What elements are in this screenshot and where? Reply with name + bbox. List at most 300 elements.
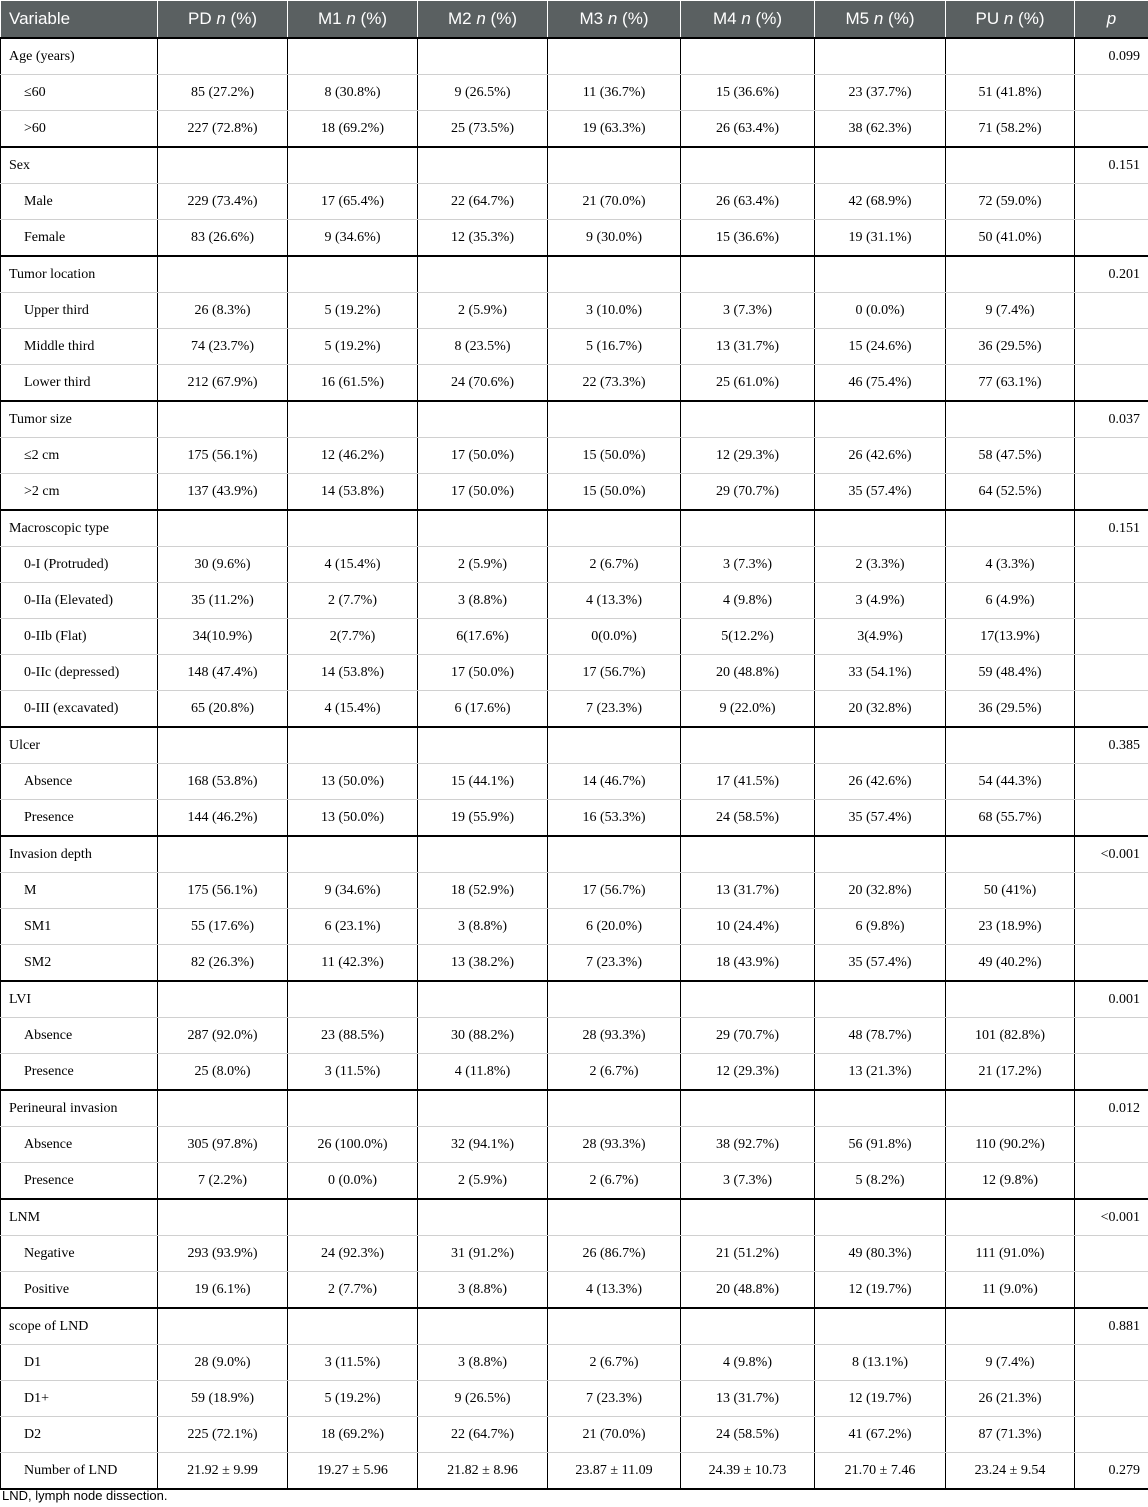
value-cell: [946, 401, 1075, 438]
value-cell: 2 (6.7%): [548, 547, 681, 583]
value-cell: 4 (3.3%): [946, 547, 1075, 583]
value-cell: 50 (41%): [946, 873, 1075, 909]
value-cell: 30 (88.2%): [418, 1018, 548, 1054]
value-cell: 34(10.9%): [158, 619, 288, 655]
row-label: Invasion depth: [1, 836, 158, 873]
value-cell: 5 (19.2%): [288, 293, 418, 329]
row-label: >2 cm: [1, 474, 158, 511]
header-variable: Variable: [1, 1, 158, 39]
value-cell: [681, 836, 815, 873]
group-row: [1, 38, 1148, 75]
table-row: [1, 583, 1148, 619]
group-row: [1, 836, 1148, 873]
row-label: Absence: [1, 1127, 158, 1163]
value-cell: 137 (43.9%): [158, 474, 288, 511]
table-row: [1, 691, 1148, 728]
value-cell: 24 (58.5%): [681, 1417, 815, 1453]
value-cell: 33 (54.1%): [815, 655, 946, 691]
value-cell: 68 (55.7%): [946, 800, 1075, 837]
row-label: D1: [1, 1345, 158, 1381]
row-label: D2: [1, 1417, 158, 1453]
table-row: [1, 220, 1148, 257]
value-cell: 49 (40.2%): [946, 945, 1075, 982]
row-label: ≤60: [1, 75, 158, 111]
value-cell: 9 (26.5%): [418, 75, 548, 111]
table-row: [1, 1018, 1148, 1054]
value-cell: 26 (21.3%): [946, 1381, 1075, 1417]
value-cell: [946, 38, 1075, 75]
value-cell: 24 (92.3%): [288, 1236, 418, 1272]
table-row: [1, 365, 1148, 402]
value-cell: 7 (2.2%): [158, 1163, 288, 1200]
value-cell: 29 (70.7%): [681, 1018, 815, 1054]
value-cell: 18 (69.2%): [288, 111, 418, 148]
p-value-cell: [1075, 1054, 1148, 1091]
value-cell: 35 (57.4%): [815, 474, 946, 511]
value-cell: 0 (0.0%): [288, 1163, 418, 1200]
row-label: Tumor size: [1, 401, 158, 438]
row-label: LVI: [1, 981, 158, 1018]
table-row: [1, 1345, 1148, 1381]
value-cell: 15 (50.0%): [548, 474, 681, 511]
value-cell: [158, 836, 288, 873]
value-cell: 19 (55.9%): [418, 800, 548, 837]
value-cell: [815, 256, 946, 293]
value-cell: 212 (67.9%): [158, 365, 288, 402]
p-value-cell: [1075, 945, 1148, 982]
value-cell: 13 (31.7%): [681, 329, 815, 365]
footnote: LND, lymph node dissection.: [2, 1488, 168, 1503]
value-cell: 82 (26.3%): [158, 945, 288, 982]
value-cell: 12 (29.3%): [681, 1054, 815, 1091]
value-cell: 12 (19.7%): [815, 1272, 946, 1309]
value-cell: 3 (4.9%): [815, 583, 946, 619]
value-cell: [418, 256, 548, 293]
value-cell: 227 (72.8%): [158, 111, 288, 148]
value-cell: 36 (29.5%): [946, 329, 1075, 365]
group-row: [1, 147, 1148, 184]
value-cell: 8 (30.8%): [288, 75, 418, 111]
value-cell: 12 (9.8%): [946, 1163, 1075, 1200]
value-cell: 19.27 ± 5.96: [288, 1453, 418, 1490]
value-cell: [288, 1090, 418, 1127]
value-cell: 5 (8.2%): [815, 1163, 946, 1200]
row-label: Macroscopic type: [1, 510, 158, 547]
p-value-cell: [1075, 1127, 1148, 1163]
value-cell: 3 (8.8%): [418, 583, 548, 619]
value-cell: 6 (9.8%): [815, 909, 946, 945]
value-cell: [288, 1199, 418, 1236]
value-cell: 225 (72.1%): [158, 1417, 288, 1453]
value-cell: 2 (6.7%): [548, 1163, 681, 1200]
value-cell: [815, 147, 946, 184]
value-cell: 25 (61.0%): [681, 365, 815, 402]
value-cell: [681, 1308, 815, 1345]
value-cell: 4 (11.8%): [418, 1054, 548, 1091]
row-label: Male: [1, 184, 158, 220]
value-cell: 64 (52.5%): [946, 474, 1075, 511]
value-cell: 11 (36.7%): [548, 75, 681, 111]
p-value-cell: 0.099: [1075, 38, 1148, 75]
header-group: [815, 1, 946, 39]
row-label: 0-IIb (Flat): [1, 619, 158, 655]
value-cell: [548, 727, 681, 764]
value-cell: 2 (6.7%): [548, 1345, 681, 1381]
value-cell: [815, 1199, 946, 1236]
row-label: Negative: [1, 1236, 158, 1272]
value-cell: 59 (48.4%): [946, 655, 1075, 691]
value-cell: 74 (23.7%): [158, 329, 288, 365]
row-label: Middle third: [1, 329, 158, 365]
value-cell: [815, 1308, 946, 1345]
value-cell: 23 (37.7%): [815, 75, 946, 111]
value-cell: 35 (57.4%): [815, 945, 946, 982]
n-symbol: n: [741, 9, 751, 28]
value-cell: 2 (7.7%): [288, 583, 418, 619]
value-cell: [548, 401, 681, 438]
value-cell: [418, 1199, 548, 1236]
row-label: ≤2 cm: [1, 438, 158, 474]
value-cell: [418, 981, 548, 1018]
value-cell: 23.87 ± 11.09: [548, 1453, 681, 1490]
value-cell: 26 (86.7%): [548, 1236, 681, 1272]
value-cell: [158, 1090, 288, 1127]
value-cell: 32 (94.1%): [418, 1127, 548, 1163]
value-cell: 17 (50.0%): [418, 474, 548, 511]
value-cell: 18 (52.9%): [418, 873, 548, 909]
value-cell: 20 (48.8%): [681, 655, 815, 691]
value-cell: [681, 147, 815, 184]
p-value-cell: <0.001: [1075, 1199, 1148, 1236]
table-row: [1, 1381, 1148, 1417]
value-cell: [681, 981, 815, 1018]
table-row: [1, 655, 1148, 691]
value-cell: 13 (31.7%): [681, 873, 815, 909]
group-name: M2: [447, 9, 472, 28]
value-cell: 17 (65.4%): [288, 184, 418, 220]
value-cell: [418, 38, 548, 75]
value-cell: 16 (61.5%): [288, 365, 418, 402]
value-cell: 2 (5.9%): [418, 547, 548, 583]
value-cell: 14 (53.8%): [288, 474, 418, 511]
row-label: Upper third: [1, 293, 158, 329]
value-cell: [548, 147, 681, 184]
value-cell: [158, 510, 288, 547]
value-cell: 13 (31.7%): [681, 1381, 815, 1417]
header-group: [681, 1, 815, 39]
value-cell: 87 (71.3%): [946, 1417, 1075, 1453]
value-cell: 12 (46.2%): [288, 438, 418, 474]
value-cell: 20 (48.8%): [681, 1272, 815, 1309]
row-label: 0-IIa (Elevated): [1, 583, 158, 619]
pct-symbol: (%): [490, 9, 517, 28]
value-cell: 13 (38.2%): [418, 945, 548, 982]
value-cell: [288, 836, 418, 873]
value-cell: [681, 401, 815, 438]
value-cell: [946, 1199, 1075, 1236]
table-row: [1, 329, 1148, 365]
table-row: [1, 184, 1148, 220]
value-cell: 4 (9.8%): [681, 1345, 815, 1381]
p-value-cell: <0.001: [1075, 836, 1148, 873]
value-cell: 11 (42.3%): [288, 945, 418, 982]
value-cell: [418, 1090, 548, 1127]
value-cell: 168 (53.8%): [158, 764, 288, 800]
value-cell: [288, 38, 418, 75]
value-cell: 23 (18.9%): [946, 909, 1075, 945]
value-cell: 148 (47.4%): [158, 655, 288, 691]
value-cell: [548, 510, 681, 547]
table-row: [1, 945, 1148, 982]
value-cell: [418, 727, 548, 764]
p-value-cell: [1075, 1018, 1148, 1054]
value-cell: 20 (32.8%): [815, 873, 946, 909]
group-row: [1, 727, 1148, 764]
value-cell: 17 (56.7%): [548, 873, 681, 909]
value-cell: 77 (63.1%): [946, 365, 1075, 402]
group-row: [1, 510, 1148, 547]
value-cell: 24 (58.5%): [681, 800, 815, 837]
table-row: [1, 1054, 1148, 1091]
value-cell: [815, 401, 946, 438]
p-value-cell: [1075, 365, 1148, 402]
value-cell: 26 (100.0%): [288, 1127, 418, 1163]
value-cell: 2 (5.9%): [418, 1163, 548, 1200]
value-cell: 22 (64.7%): [418, 1417, 548, 1453]
value-cell: [288, 401, 418, 438]
value-cell: 30 (9.6%): [158, 547, 288, 583]
table-row: [1, 547, 1148, 583]
row-label: Absence: [1, 764, 158, 800]
value-cell: 13 (50.0%): [288, 764, 418, 800]
value-cell: 4 (13.3%): [548, 1272, 681, 1309]
value-cell: 3 (7.3%): [681, 1163, 815, 1200]
value-cell: 101 (82.8%): [946, 1018, 1075, 1054]
value-cell: 13 (21.3%): [815, 1054, 946, 1091]
row-label: 0-I (Protruded): [1, 547, 158, 583]
value-cell: 6(17.6%): [418, 619, 548, 655]
row-label: Ulcer: [1, 727, 158, 764]
value-cell: 12 (35.3%): [418, 220, 548, 257]
p-value-cell: 0.001: [1075, 981, 1148, 1018]
row-label: M: [1, 873, 158, 909]
pct-symbol: (%): [360, 9, 387, 28]
row-label: Positive: [1, 1272, 158, 1309]
value-cell: 9 (7.4%): [946, 1345, 1075, 1381]
group-name: M4: [712, 9, 737, 28]
value-cell: 38 (92.7%): [681, 1127, 815, 1163]
value-cell: [681, 38, 815, 75]
value-cell: 2 (7.7%): [288, 1272, 418, 1309]
value-cell: 3(4.9%): [815, 619, 946, 655]
value-cell: [548, 1090, 681, 1127]
row-label: Age (years): [1, 38, 158, 75]
value-cell: 14 (46.7%): [548, 764, 681, 800]
p-value-cell: [1075, 293, 1148, 329]
value-cell: 14 (53.8%): [288, 655, 418, 691]
value-cell: 46 (75.4%): [815, 365, 946, 402]
value-cell: [946, 510, 1075, 547]
value-cell: 36 (29.5%): [946, 691, 1075, 728]
p-value-cell: [1075, 873, 1148, 909]
value-cell: 55 (17.6%): [158, 909, 288, 945]
value-cell: [158, 1199, 288, 1236]
p-value-cell: [1075, 329, 1148, 365]
table-row: [1, 1127, 1148, 1163]
value-cell: 65 (20.8%): [158, 691, 288, 728]
p-value-cell: [1075, 691, 1148, 728]
table-row: [1, 909, 1148, 945]
value-cell: 41 (67.2%): [815, 1417, 946, 1453]
value-cell: 13 (50.0%): [288, 800, 418, 837]
value-cell: 26 (42.6%): [815, 438, 946, 474]
value-cell: 2 (5.9%): [418, 293, 548, 329]
value-cell: [681, 510, 815, 547]
table-row: [1, 764, 1148, 800]
value-cell: [158, 981, 288, 1018]
row-label: Lower third: [1, 365, 158, 402]
p-value-cell: [1075, 909, 1148, 945]
value-cell: 26 (42.6%): [815, 764, 946, 800]
p-value-cell: 0.881: [1075, 1308, 1148, 1345]
value-cell: [946, 836, 1075, 873]
p-value-cell: [1075, 75, 1148, 111]
pct-symbol: (%): [1018, 9, 1045, 28]
value-cell: 26 (8.3%): [158, 293, 288, 329]
value-cell: 25 (73.5%): [418, 111, 548, 148]
pct-symbol: (%): [230, 9, 257, 28]
value-cell: 21.92 ± 9.99: [158, 1453, 288, 1490]
header-group: [548, 1, 681, 39]
value-cell: 23.24 ± 9.54: [946, 1453, 1075, 1490]
n-symbol: n: [216, 9, 226, 28]
value-cell: [418, 836, 548, 873]
row-label: Presence: [1, 800, 158, 837]
value-cell: 287 (92.0%): [158, 1018, 288, 1054]
header-p: [1075, 1, 1148, 39]
value-cell: 12 (29.3%): [681, 438, 815, 474]
value-cell: 2 (3.3%): [815, 547, 946, 583]
value-cell: 38 (62.3%): [815, 111, 946, 148]
value-cell: [288, 256, 418, 293]
p-value-cell: 0.151: [1075, 510, 1148, 547]
n-symbol: n: [873, 9, 884, 28]
header-group: [288, 1, 418, 39]
p-value-cell: [1075, 220, 1148, 257]
value-cell: 5 (19.2%): [288, 329, 418, 365]
value-cell: 305 (97.8%): [158, 1127, 288, 1163]
p-value-cell: [1075, 1163, 1148, 1200]
value-cell: 17 (50.0%): [418, 438, 548, 474]
value-cell: 175 (56.1%): [158, 438, 288, 474]
row-label: Number of LND: [1, 1453, 158, 1490]
value-cell: 9 (26.5%): [418, 1381, 548, 1417]
value-cell: 22 (73.3%): [548, 365, 681, 402]
value-cell: 58 (47.5%): [946, 438, 1075, 474]
p-value-cell: [1075, 1272, 1148, 1309]
value-cell: [681, 1199, 815, 1236]
value-cell: 25 (8.0%): [158, 1054, 288, 1091]
p-value-cell: [1075, 111, 1148, 148]
value-cell: [418, 147, 548, 184]
group-row: [1, 1090, 1148, 1127]
value-cell: 21.82 ± 8.96: [418, 1453, 548, 1490]
value-cell: 0(0.0%): [548, 619, 681, 655]
value-cell: 3 (11.5%): [288, 1345, 418, 1381]
p-value-cell: [1075, 655, 1148, 691]
value-cell: 18 (43.9%): [681, 945, 815, 982]
value-cell: 3 (11.5%): [288, 1054, 418, 1091]
header-row: [1, 1, 1148, 39]
n-symbol: n: [346, 9, 356, 28]
value-cell: 110 (90.2%): [946, 1127, 1075, 1163]
p-value-cell: [1075, 1417, 1148, 1453]
value-cell: 21 (51.2%): [681, 1236, 815, 1272]
value-cell: [815, 727, 946, 764]
value-cell: 54 (44.3%): [946, 764, 1075, 800]
value-cell: 10 (24.4%): [681, 909, 815, 945]
p-value-cell: [1075, 1381, 1148, 1417]
value-cell: 22 (64.7%): [418, 184, 548, 220]
value-cell: [288, 1308, 418, 1345]
table-row: [1, 438, 1148, 474]
value-cell: [946, 1308, 1075, 1345]
value-cell: 4 (15.4%): [288, 691, 418, 728]
value-cell: 83 (26.6%): [158, 220, 288, 257]
value-cell: 20 (32.8%): [815, 691, 946, 728]
value-cell: 6 (4.9%): [946, 583, 1075, 619]
value-cell: 229 (73.4%): [158, 184, 288, 220]
value-cell: 26 (63.4%): [681, 111, 815, 148]
table-row: [1, 1236, 1148, 1272]
value-cell: 9 (34.6%): [288, 873, 418, 909]
row-label: Absence: [1, 1018, 158, 1054]
value-cell: [815, 510, 946, 547]
value-cell: 16 (53.3%): [548, 800, 681, 837]
value-cell: [158, 256, 288, 293]
p-value-cell: 0.279: [1075, 1453, 1148, 1490]
value-cell: 21 (17.2%): [946, 1054, 1075, 1091]
value-cell: 19 (63.3%): [548, 111, 681, 148]
table-row: [1, 1163, 1148, 1200]
value-cell: 21 (70.0%): [548, 1417, 681, 1453]
value-cell: 9 (7.4%): [946, 293, 1075, 329]
value-cell: 175 (56.1%): [158, 873, 288, 909]
value-cell: [681, 1090, 815, 1127]
value-cell: 42 (68.9%): [815, 184, 946, 220]
p-value-cell: 0.201: [1075, 256, 1148, 293]
header-group: [158, 1, 288, 39]
value-cell: [548, 836, 681, 873]
group-name: M1: [317, 9, 342, 28]
value-cell: [548, 1308, 681, 1345]
value-cell: [548, 256, 681, 293]
p-value-cell: 0.012: [1075, 1090, 1148, 1127]
value-cell: 17 (56.7%): [548, 655, 681, 691]
value-cell: 7 (23.3%): [548, 945, 681, 982]
value-cell: 50 (41.0%): [946, 220, 1075, 257]
value-cell: 3 (7.3%): [681, 547, 815, 583]
value-cell: [946, 147, 1075, 184]
value-cell: 3 (8.8%): [418, 1272, 548, 1309]
value-cell: 0 (0.0%): [815, 293, 946, 329]
p-value-cell: [1075, 800, 1148, 837]
row-label: Perineural invasion: [1, 1090, 158, 1127]
n-symbol: n: [476, 9, 486, 28]
row-label: Tumor location: [1, 256, 158, 293]
value-cell: [815, 836, 946, 873]
value-cell: [815, 981, 946, 1018]
